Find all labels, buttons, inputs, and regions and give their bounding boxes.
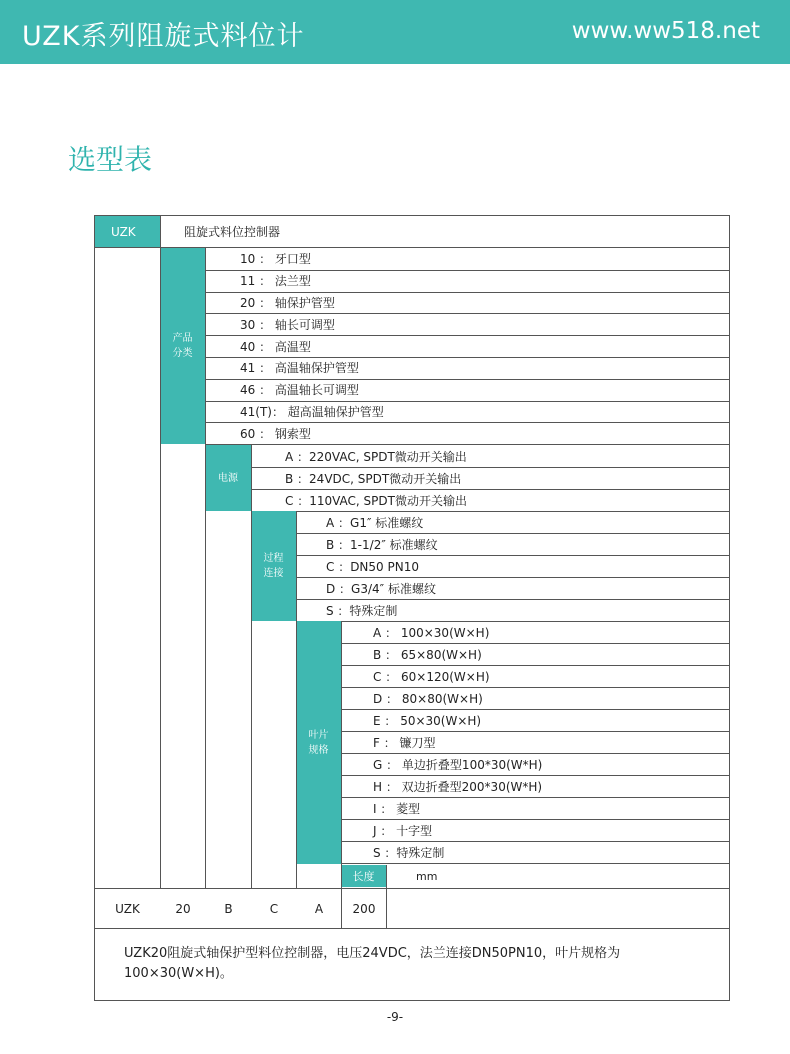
option-row: A ：220VAC, SPDT微动开关输出 [285,449,467,464]
example-code-blade: A [314,901,324,916]
option-row: 11 ： 法兰型 [240,274,311,289]
option-row: A ： 100×30(W×H) [373,625,490,640]
model-desc: 阻旋式料位控制器 [184,225,281,239]
option-row: B ： 65×80(W×H) [373,647,482,662]
option-row: D ：G3/4″ 标准螺纹 [326,581,436,596]
example-description: UZK20阻旋式轴保护型料位控制器，电压24VDC，法兰连接DN50PN10，叶片规格为100×30(W×H)。 [124,946,621,981]
option-row: B ：24VDC, SPDT微动开关输出 [285,471,462,486]
page-header [0,0,790,64]
group-label-power: 电源 [205,445,251,511]
section-title: 选型表 [68,143,153,176]
option-row: 40 ： 高温型 [240,339,311,354]
model-code-cell [95,216,160,247]
option-row: 46 ： 高温轴长可调型 [240,383,359,398]
example-code-connection: C [269,901,279,916]
option-row: G ： 单边折叠型100*30(W*H) [373,757,543,772]
option-row: C ：DN50 PN10 [326,559,419,574]
option-row: B ：1-1/2″ 标准螺纹 [326,537,438,552]
example-code-type: 20 [175,901,191,916]
example-code-length: 200 [352,901,376,916]
option-row: S ：特殊定制 [326,603,398,618]
option-row: A ：G1″ 标准螺纹 [326,515,424,530]
group-label-product-type: 产品分类 [160,248,205,444]
header-url: www.ww518.net [571,18,760,44]
option-row: I ： 菱型 [373,801,421,816]
option-row: S ：特殊定制 [373,845,445,860]
option-row: C ：110VAC, SPDT微动开关输出 [285,493,467,508]
option-row: 41 ： 高温轴保护管型 [240,361,359,376]
option-row: 41(T)： 超高温轴保护管型 [240,404,384,419]
example-code-uzk: UZK [115,901,140,916]
option-row: F ： 镰刀型 [373,735,436,750]
option-row: J ： 十字型 [373,823,433,838]
model-desc-cell [180,216,580,247]
group-label-blade-spec: 叶片规格 [296,621,341,864]
length-label-cell: 长度 [341,865,386,887]
option-row: 10 ： 牙口型 [240,252,311,267]
group-label-process-connection: 过程连接 [251,511,296,621]
option-row: C ： 60×120(W×H) [373,669,490,684]
option-row: 20 ： 轴保护管型 [240,295,335,310]
option-row: 60 ： 钢索型 [240,426,311,441]
option-row: D ： 80×80(W×H) [373,691,483,706]
example-code-power: B [224,901,233,916]
length-unit-cell: mm [416,869,438,883]
option-row: H ： 双边折叠型200*30(W*H) [373,779,543,794]
header-title: UZK系列阻旋式料位计 [22,21,305,52]
option-row: E ： 50×30(W×H) [373,713,482,728]
page-number: -9- [386,1010,404,1024]
model-code: UZK [111,224,136,239]
option-row: 30 ： 轴长可调型 [240,317,335,332]
